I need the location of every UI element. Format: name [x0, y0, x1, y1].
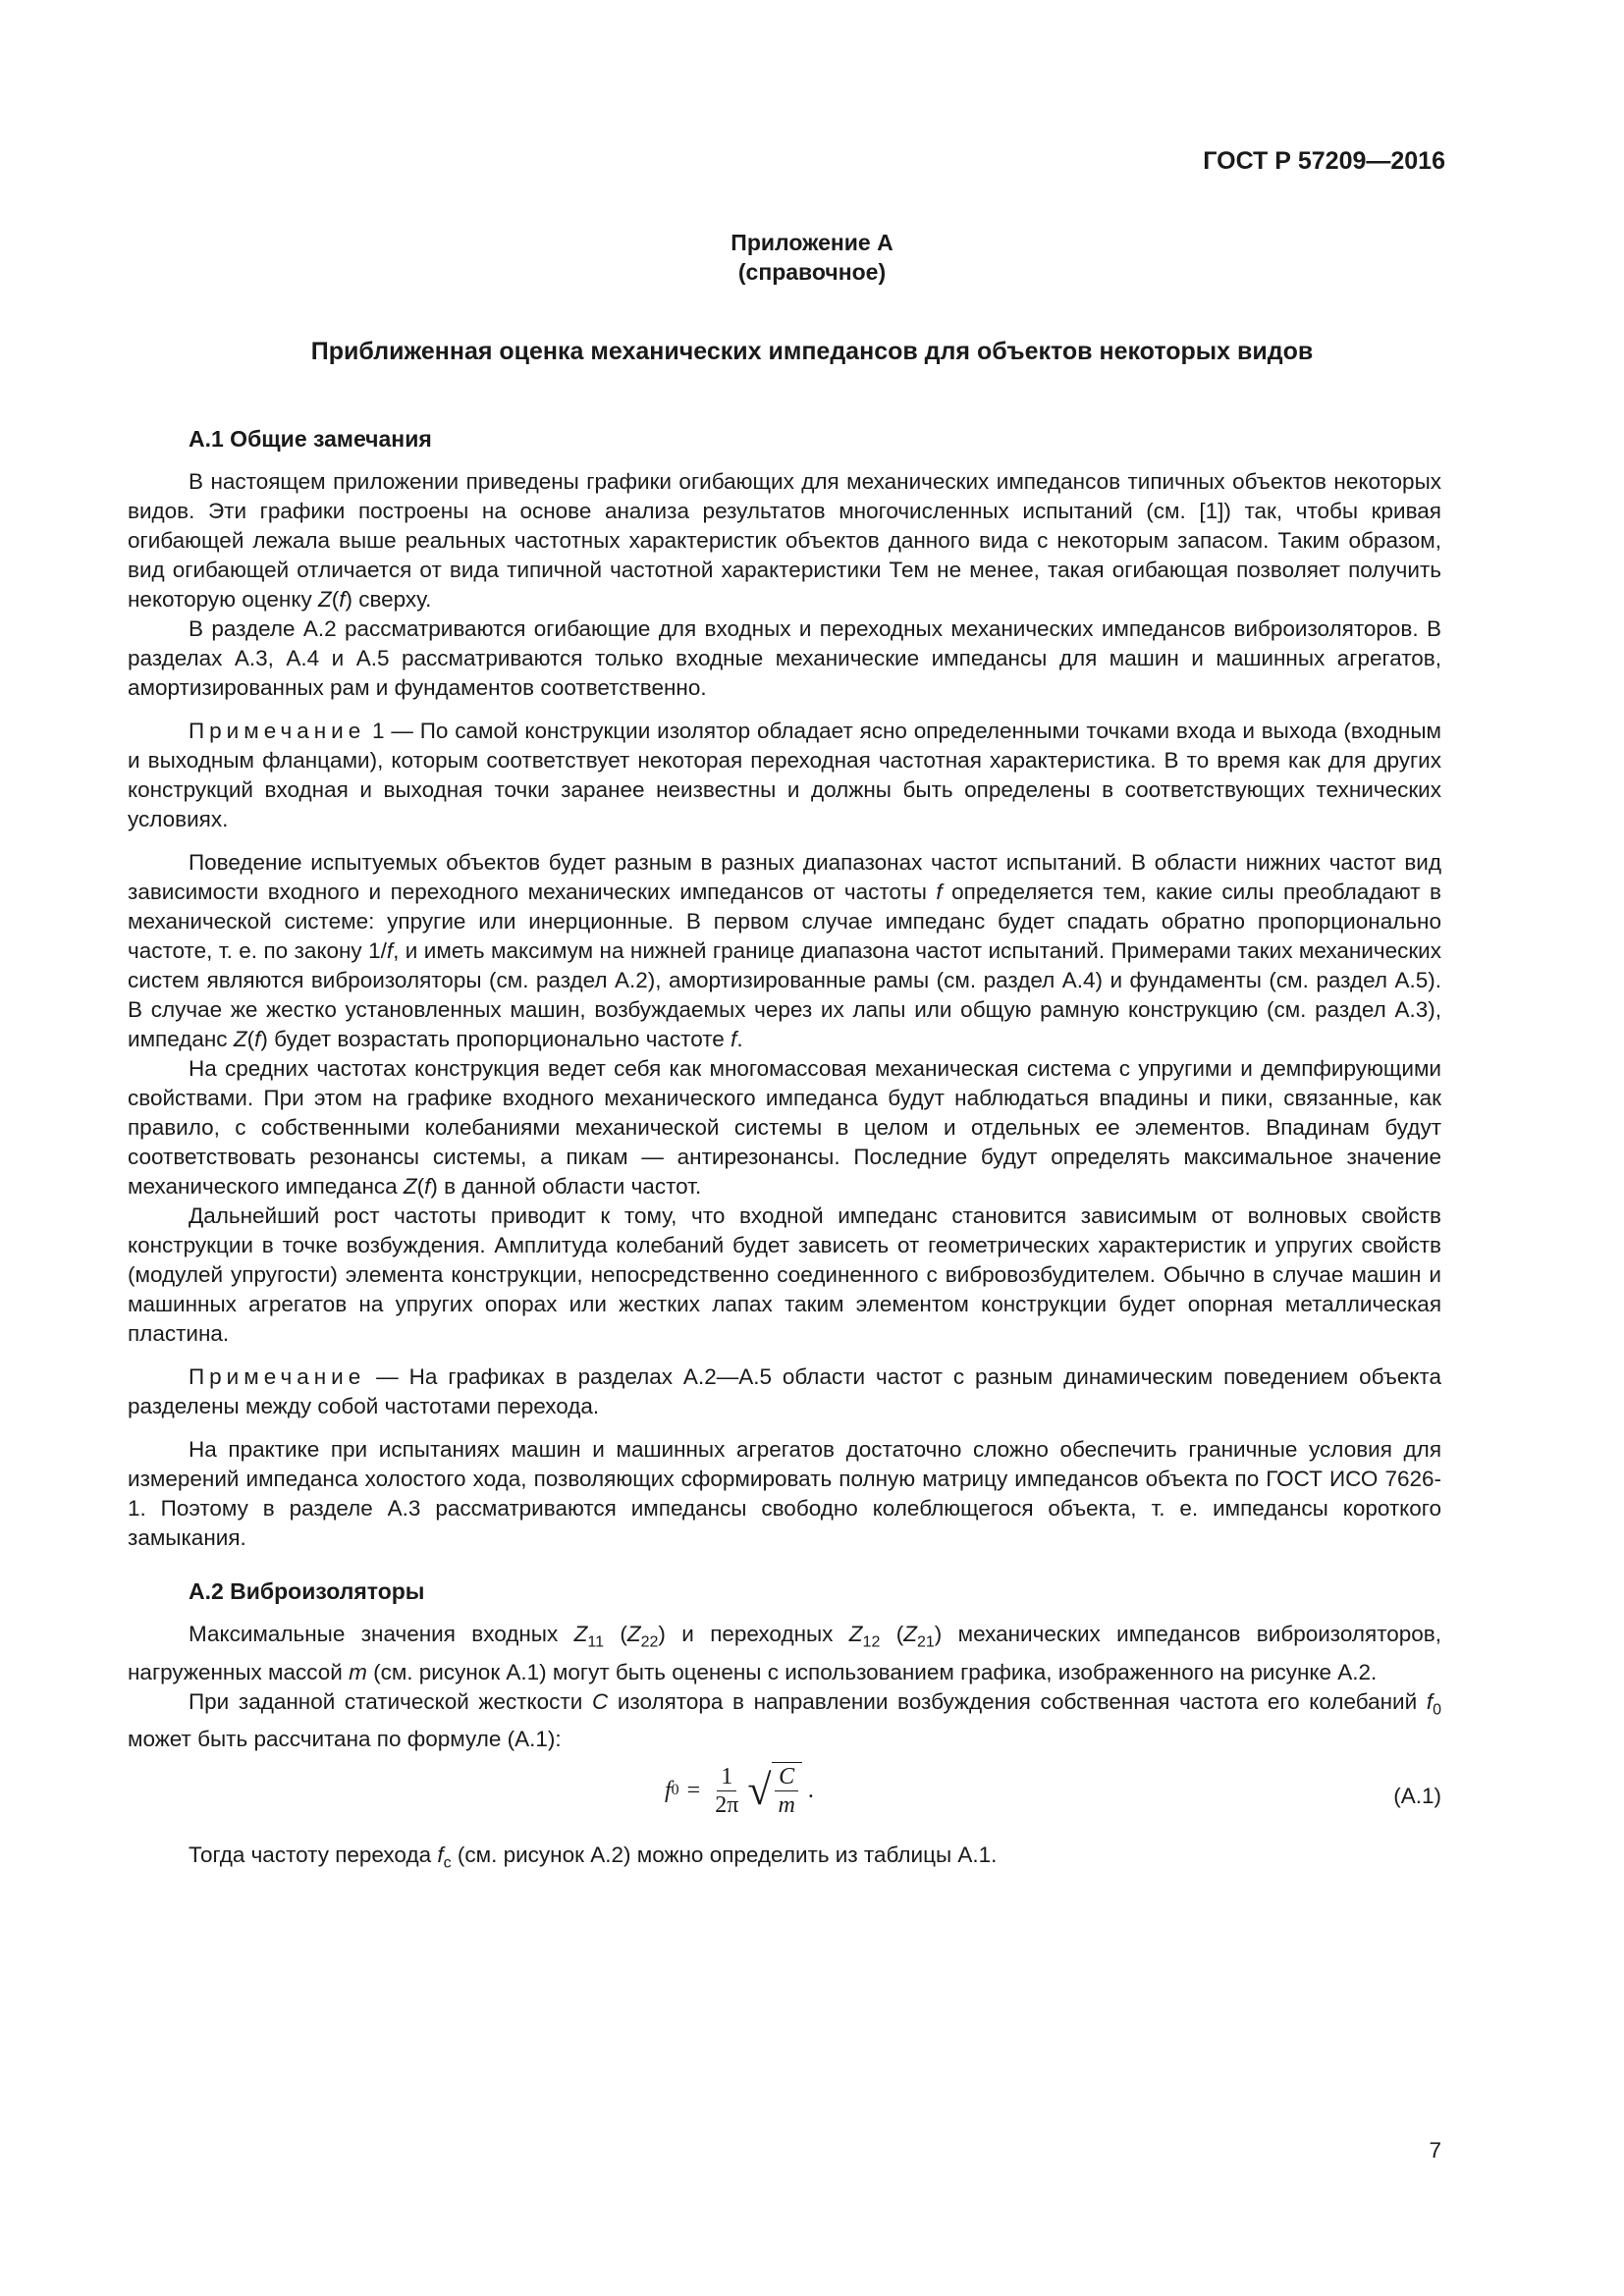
page-number: 7 — [1429, 2138, 1441, 2163]
section-a2-heading: А.2 Виброизоляторы — [189, 1578, 425, 1604]
standard-header: ГОСТ Р 57209—2016 — [1203, 147, 1445, 175]
formula-sqrt: √ $\frac{C}{m}$ — [747, 1762, 802, 1819]
paragraph-practice: На практике при испытаниях машин и машинных агрегатов достаточно сложно обеспечить граничные условия для измерений импеданса холостого хода, позволяющих сформировать полную матрицу импедансов объекта по ГОСТ ИСО 7626-1. Поэтому в разделе А.3 рассматриваются импедансы свободно колеблющегося объекта, т. е. импедансы короткого замыкания. — [128, 1437, 1441, 1550]
paragraph-high-frequencies: Дальнейший рост частоты приводит к тому, что входной импеданс становится зависимым от волновых свойств конструкции в точке возбуждения. Амплитуда колебаний будет зависеть от геометрических характеристик и упругих свойств (модулей упругости) элемента конструкции, непосредственно соединенного с вибровозбудителем. Обычно в случае машин и машинных агрегатов на упругих опорах или жестких лапах таким элементом конструкции будет опорная металлическая пластина. — [128, 1203, 1441, 1346]
paragraph-transition-frequency: Тогда частоту перехода $f_c$ (см. рисунок А.2) можно определить из таблицы А.1. — [189, 1842, 998, 1872]
formula-number: (А.1) — [1393, 1784, 1441, 1808]
formula-a1 — [128, 1758, 1441, 1835]
appendix-heading — [0, 228, 1624, 287]
note-2: Примечание — На графиках в разделах А.2—А.5 области частот с разным динамическим поведением объекта разделены между собой частотами перехода. — [128, 1364, 1441, 1418]
note-1: Примечание 1 — По самой конструкции изолятор обладает ясно определенными точками входа и выхода (входным и выходным фланцами), которым соответствует некоторая переходная частотная характеристика. В то время как для других конструкций входная и выходная точки заранее неизвестны и должны быть определены в соответствующих технических условиях. — [128, 719, 1441, 831]
paragraph-general-2: В разделе А.2 рассматриваются огибающие для входных и переходных механических импедансов виброизоляторов. В разделах А.3, А.4 и А.5 рассматриваются только входные механические импедансы для машин и машинных агрегатов, амортизированных рам и фундаментов соответственно. — [128, 616, 1441, 700]
paragraph-behavior: Поведение испытуемых объектов будет разным в разных диапазонах частот испытаний. В области нижних частот вид зависимости входного и переходного механических импедансов от частоты f определяется тем, какие силы преобладают в механической системе: упругие или инерционные. В первом случае импеданс будет спадать обратно пропорционально частоте, т. е. по закону 1/f, и иметь максимум на нижней границе диапазона частот испытаний. Примерами таких механических систем являются виброизоляторы (см. раздел А.2), амортизированные рамы (см. раздел А.4) и фундаменты (см. раздел А.5). В случае же жестко установленных машин, возбуждаемых через их лапы или общую рамную конструкцию (см. раздел А.3), импеданс Z(f) будет возрастать пропорционально частоте f. — [128, 850, 1441, 1051]
paragraph-max-values: Максимальные значения входных $Z_{11}$ $(Z_{22})$ и переходных $Z_{12}$ $(Z_{21})$ механических импедансов виброизоляторов, нагруженных массой m (см. рисунок А.1) могут быть оценены с использованием графика, изображенного на рисунке А.2. — [128, 1622, 1441, 1684]
appendix-title: Приближенная оценка механических импедансов для объектов некоторых видов — [310, 338, 1314, 365]
appendix-status: (справочное) — [737, 259, 887, 285]
paragraph-mid-frequencies: На средних частотах конструкция ведет себя как многомассовая механическая система с упругими и демпфирующими свойствами. При этом на графике входного механического импеданса будут наблюдаться впадины и пики, связанные, как правило, с собственными колебаниями механической системы в целом и отдельных ее элементов. Впадинам будут соответствовать резонансы системы, а пикам — антирезонансы. Последние будут определять максимальное значение механического импеданса Z(f) в данной области частот. — [128, 1056, 1441, 1199]
formula-expression: f 0 = $\frac{1}{2\pi}$ √ $\frac{C}{m}$ . — [665, 1763, 814, 1818]
paragraph-general-1: В настоящем приложении приведены графики огибающих для механических импедансов типичных объектов некоторых видов. Эти графики построены на основе анализа результатов многочисленных испытаний (см. [1]) так, чтобы кривая огибающей лежала выше реальных частотных характеристик объектов данного вида с некоторым запасом. Таким образом, вид огибающей отличается от вида типичной частотной характеристики Тем не менее, такая огибающая позволяет получить некоторую оценку Z(f) сверху. — [128, 469, 1441, 612]
appendix-label: Приложение А — [731, 230, 893, 255]
document-body — [128, 424, 1441, 1879]
section-a1-heading: А.1 Общие замечания — [189, 426, 432, 452]
formula-fraction: $\frac{1}{2\pi}$ — [715, 1763, 739, 1818]
paragraph-natural-frequency: При заданной статической жесткости C изолятора в направлении возбуждения собственная частота его колебаний $f_0$ может быть рассчитана по формуле (А.1): — [128, 1688, 1441, 1751]
